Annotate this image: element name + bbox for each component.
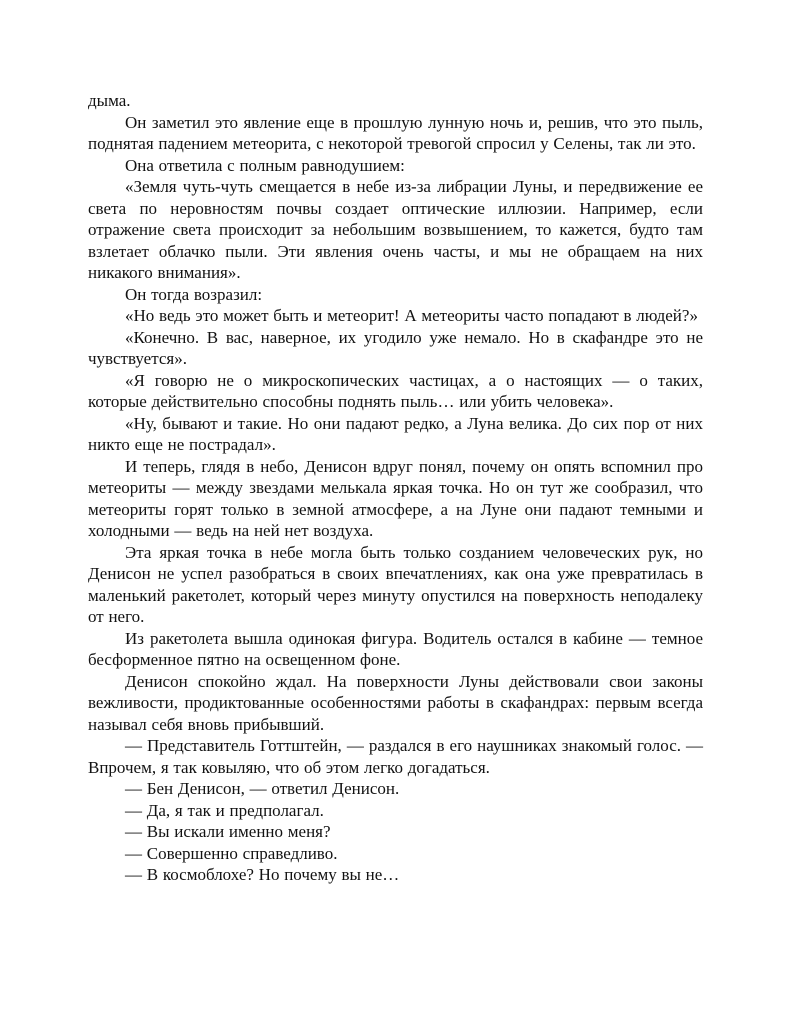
paragraph: И теперь, глядя в небо, Денисон вдруг понял, почему он опять вспомнил про метеориты — между звездами мелькала яркая точка. Но он тут же сообразил, что метеориты горят только в земной атмосфере, а на Луне они падают темными и холодными — ведь на ней нет воздуха. bbox=[88, 456, 703, 540]
paragraph: «Но ведь это может быть и метеорит! А метеориты часто попадают в людей?» bbox=[125, 306, 698, 325]
paragraph: Денисон спокойно ждал. На поверхности Луны действовали свои законы вежливости, продиктованные особенностями работы в скафандрах: первым всегда называл себя вновь прибывший. bbox=[88, 671, 703, 734]
paragraph: — Совершенно справедливо. bbox=[125, 843, 338, 863]
paragraph: Он тогда возразил: bbox=[125, 284, 263, 304]
paragraph: — Да, я так и предполагал. bbox=[125, 800, 324, 820]
text-block bbox=[88, 90, 703, 886]
paragraph: — Представитель Готтштейн, — раздался в его наушниках знакомый голос. — Впрочем, я так ковыляю, что об этом легко догадаться. bbox=[88, 736, 703, 777]
paragraph: Из ракетолета вышла одинокая фигура. Водитель остался в кабине — темное бесформенное пятно на освещенном фоне. bbox=[88, 628, 703, 669]
paragraph: — Бен Денисон, — ответил Денисон. bbox=[125, 779, 400, 798]
paragraph: Эта яркая точка в небе могла быть только созданием человеческих рук, но Денисон не успел разобраться в своих впечатлениях, как она уже превратилась в маленький ракетолет, который через минуту опустился на поверхность неподалеку от него. bbox=[88, 542, 703, 626]
paragraph: «Земля чуть-чуть смещается в небе из-за либрации Луны, и передвижение ее света по неровностям почвы создает оптические иллюзии. Например, если отражение света происходит за небольшим возвышением, то кажется, будто там взлетает облачко пыли. Эти явления очень часты, и мы не обращаем на них никакого внимания». bbox=[88, 177, 703, 282]
paragraph: «Я говорю не о микроскопических частицах, а о настоящих — о таких, которые действительно способны поднять пыль… или убить человека». bbox=[88, 370, 703, 411]
paragraph: — В космоблохе? Но почему вы не… bbox=[125, 865, 400, 884]
paragraph: «Конечно. В вас, наверное, их угодило уже немало. Но в скафандре это не чувствуется». bbox=[88, 327, 703, 368]
paragraph: Она ответила с полным равнодушием: bbox=[125, 155, 405, 175]
paragraph: дыма. bbox=[88, 91, 131, 110]
paragraph: «Ну, бывают и такие. Но они падают редко, а Луна велика. До сих пор от них никто еще не пострадал». bbox=[88, 413, 703, 454]
paragraph: — Вы искали именно меня? bbox=[125, 822, 331, 841]
paragraph: Он заметил это явление еще в прошлую лунную ночь и, решив, что это пыль, поднятая падением метеорита, с некоторой тревогой спросил у Селены, так ли это. bbox=[88, 112, 703, 153]
